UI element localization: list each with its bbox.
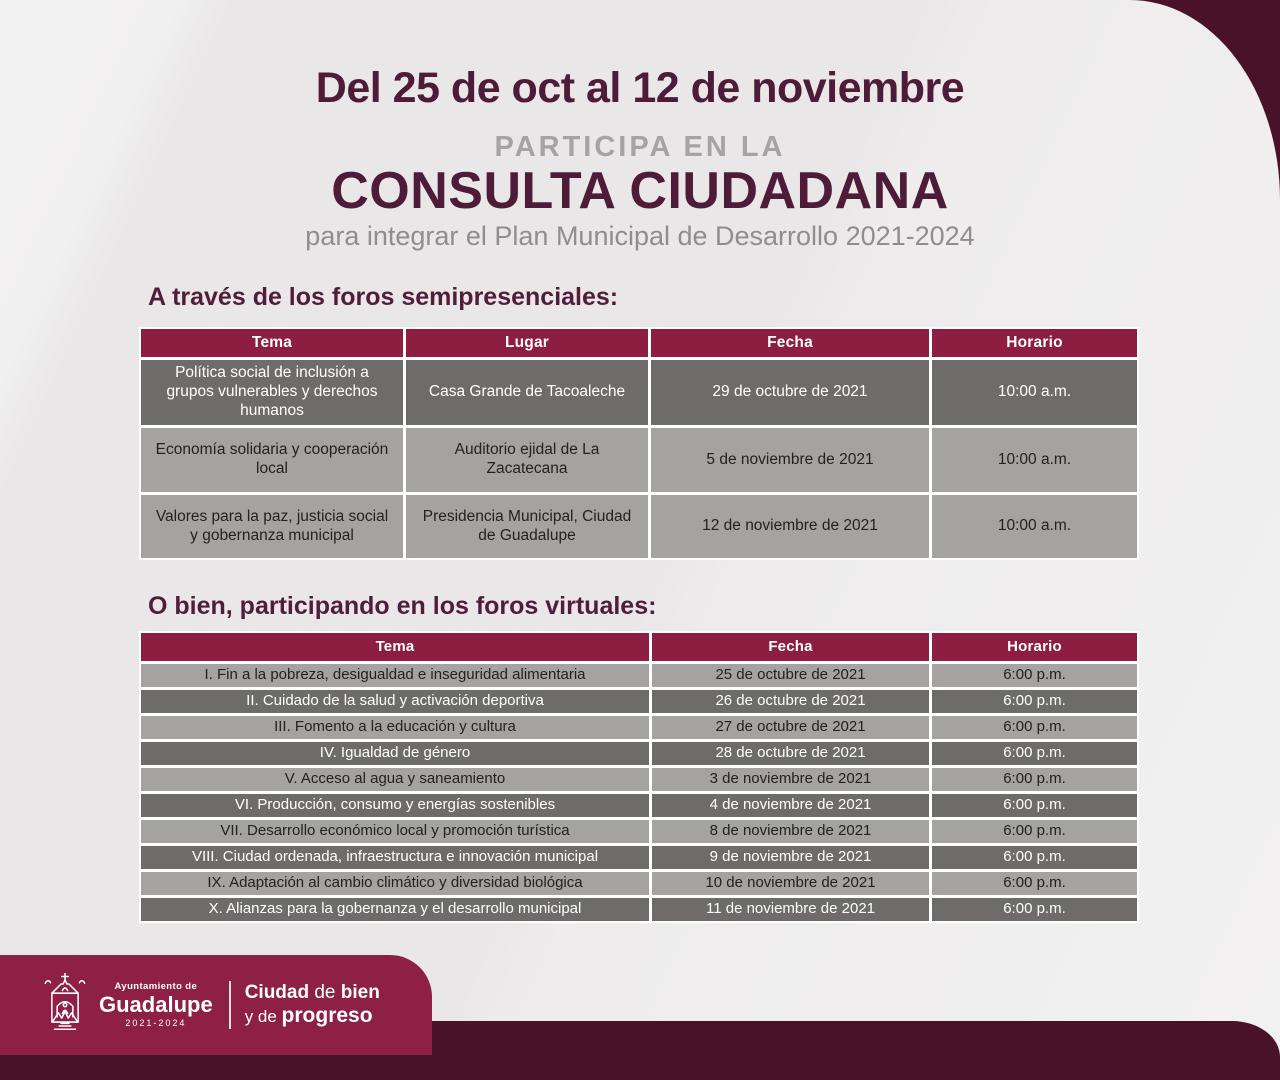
- column-header-horario: Horario: [932, 633, 1137, 661]
- cell-fecha: 10 de noviembre de 2021: [652, 872, 929, 895]
- virtual-heading: O bien, participando en los foros virtuales:: [148, 592, 657, 620]
- semipresential-heading: A través de los foros semipresenciales:: [148, 283, 619, 311]
- cell-tema: VII. Desarrollo económico local y promoción turística: [141, 820, 649, 843]
- column-header-fecha: Fecha: [652, 633, 929, 661]
- date-range-title: Del 25 de oct al 12 de noviembre: [315, 64, 965, 112]
- tagline-word: Ciudad: [244, 982, 310, 1003]
- guadalupe-crest-icon: [44, 971, 86, 1039]
- column-header-lugar: Lugar: [406, 329, 648, 357]
- cell-horario: 6:00 p.m.: [932, 820, 1137, 843]
- cell-horario: 10:00 a.m.: [932, 428, 1137, 492]
- cell-fecha: 11 de noviembre de 2021: [652, 898, 929, 921]
- page-title: CONSULTA CIUDADANA: [331, 162, 949, 220]
- column-header-horario: Horario: [932, 329, 1137, 357]
- cell-fecha: 8 de noviembre de 2021: [652, 820, 929, 843]
- column-header-fecha: Fecha: [651, 329, 929, 357]
- cell-horario: 6:00 p.m.: [932, 846, 1137, 869]
- cell-fecha: 5 de noviembre de 2021: [651, 428, 929, 492]
- tagline-word: progreso: [281, 1003, 373, 1027]
- cell-lugar: Presidencia Municipal, Ciudad de Guadalupe: [406, 495, 648, 558]
- city-tagline: [245, 983, 380, 1027]
- org-name-label: Guadalupe: [99, 991, 213, 1017]
- tagline-word: de: [309, 982, 341, 1003]
- cell-tema: Política social de inclusión a grupos vulnerables y derechos humanos: [141, 360, 403, 425]
- cell-lugar: Casa Grande de Tacoaleche: [406, 360, 648, 425]
- cell-fecha: 28 de octubre de 2021: [652, 742, 929, 765]
- tagline-line1: [245, 983, 380, 1004]
- cell-tema: Economía solidaria y cooperación local: [141, 428, 403, 492]
- kicker-text: PARTICIPA EN LA: [494, 131, 786, 163]
- footer-divider: [229, 981, 231, 1029]
- cell-horario: 6:00 p.m.: [932, 742, 1137, 765]
- cell-tema: I. Fin a la pobreza, desigualdad e inseguridad alimentaria: [141, 664, 649, 687]
- org-text: [99, 982, 213, 1028]
- cell-tema: X. Alianzas para la gobernanza y el desarrollo municipal: [141, 898, 649, 921]
- cell-fecha: 3 de noviembre de 2021: [652, 768, 929, 791]
- cell-tema: VIII. Ciudad ordenada, infraestructura e innovación municipal: [141, 846, 649, 869]
- semipresential-table: [139, 327, 1139, 560]
- cell-fecha: 26 de octubre de 2021: [652, 690, 929, 713]
- subtitle-text: para integrar el Plan Municipal de Desarrollo 2021-2024: [305, 221, 975, 251]
- tagline-word: bien: [340, 982, 380, 1003]
- cell-horario: 6:00 p.m.: [932, 690, 1137, 713]
- cell-fecha: 9 de noviembre de 2021: [652, 846, 929, 869]
- org-small-label: Ayuntamiento de: [114, 981, 198, 993]
- cell-fecha: 25 de octubre de 2021: [652, 664, 929, 687]
- cell-fecha: 4 de noviembre de 2021: [652, 794, 929, 817]
- cell-tema: Valores para la paz, justicia social y gobernanza municipal: [141, 495, 403, 558]
- org-years-label: 2021-2024: [125, 1017, 187, 1028]
- cell-horario: 6:00 p.m.: [932, 872, 1137, 895]
- cell-fecha: 12 de noviembre de 2021: [651, 495, 929, 558]
- cell-fecha: 27 de octubre de 2021: [652, 716, 929, 739]
- cell-tema: IX. Adaptación al cambio climático y diversidad biológica: [141, 872, 649, 895]
- cell-horario: 6:00 p.m.: [932, 898, 1137, 921]
- cell-tema: VI. Producción, consumo y energías sostenibles: [141, 794, 649, 817]
- virtual-table: [139, 631, 1139, 923]
- column-header-tema: Tema: [141, 633, 649, 661]
- cell-lugar: Auditorio ejidal de La Zacatecana: [406, 428, 648, 492]
- cell-horario: 6:00 p.m.: [932, 768, 1137, 791]
- cell-tema: IV. Igualdad de género: [141, 742, 649, 765]
- cell-horario: 6:00 p.m.: [932, 794, 1137, 817]
- cell-horario: 6:00 p.m.: [932, 716, 1137, 739]
- cell-tema: V. Acceso al agua y saneamiento: [141, 768, 649, 791]
- tagline-word: y de: [244, 1006, 282, 1026]
- footer-bar: [0, 955, 432, 1055]
- municipality-logo: [44, 971, 213, 1039]
- tagline-line2: [245, 1004, 380, 1027]
- cell-fecha: 29 de octubre de 2021: [651, 360, 929, 425]
- cell-horario: 10:00 a.m.: [932, 360, 1137, 425]
- cell-horario: 10:00 a.m.: [932, 495, 1137, 558]
- cell-tema: II. Cuidado de la salud y activación deportiva: [141, 690, 649, 713]
- cell-horario: 6:00 p.m.: [932, 664, 1137, 687]
- cell-tema: III. Fomento a la educación y cultura: [141, 716, 649, 739]
- column-header-tema: Tema: [141, 329, 403, 357]
